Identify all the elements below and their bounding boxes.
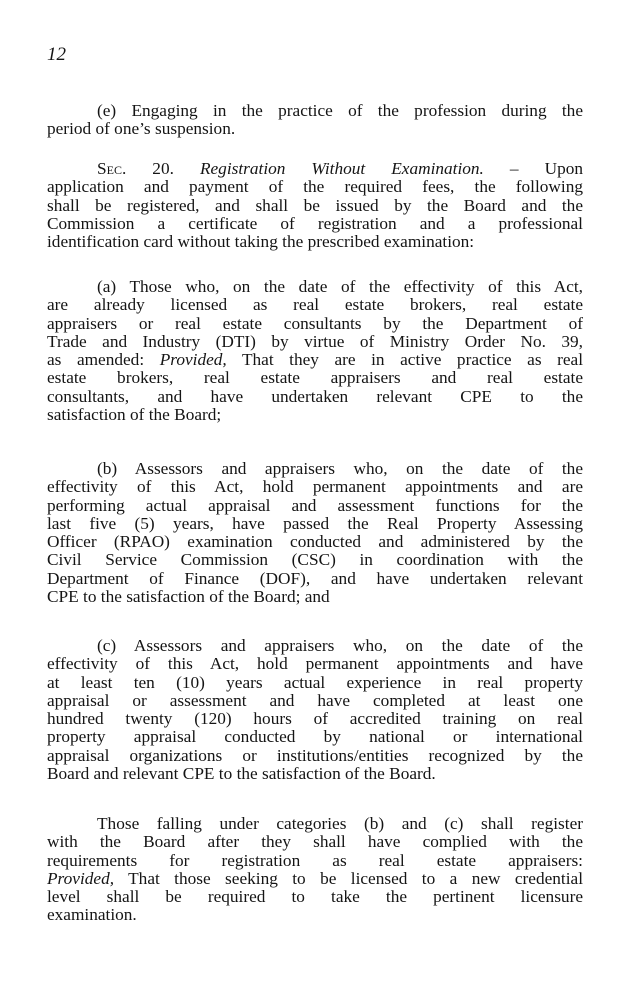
provided-italic: Provided, [159,350,227,370]
section-20-line: identification card without taking the prescribed examination: [47,232,475,252]
section-20-line: shall be registered, and shall be issued by the Board and the [47,195,583,215]
paragraph-c-line: effectivity of this Act, hold permanent appointments and have [47,654,583,674]
paragraph-c-line: (c) Assessors and appraisers who, on the date of the [97,636,583,655]
paragraph-final-line4-post: That those seeking to be licensed to a new credential [128,868,584,888]
paragraph-b-line: performing actual appraisal and assessment functions for the [47,495,583,515]
paragraph-c-line: hundred twenty (120) hours of accredited training on real [47,709,583,729]
paragraph-final-line: examination. [47,905,137,925]
paragraph-e-line: period of one’s suspension. [47,119,236,139]
page-number: 12 [47,44,66,65]
paragraph-a-line: satisfaction of the Board; [47,405,222,425]
paragraph-final-line: Those falling under categories (b) and (c) shall register [97,814,583,833]
paragraph-b-line: last five (5) years, have passed the Real Property Assessing [47,513,583,533]
section-heading-rest: – Upon [509,159,583,178]
paragraph-b-line: Officer (RPAO) examination conducted and administered by the [47,532,583,552]
paragraph-b-line: Department of Finance (DOF), and have undertaken relevant [47,568,583,588]
section-20-heading-line [47,160,583,178]
section-label: Sec. 20. [97,159,174,178]
paragraph-c [47,637,583,783]
paragraph-a-line: (a) Those who, on the date of the effectivity of this Act, [97,277,583,296]
paragraph-a-line: estate brokers, real estate appraisers and real estate [47,368,583,388]
paragraph-a-line5-pre: as amended: [47,350,145,370]
paragraph-c-line: appraisal or assessment and have completed at least one [47,690,583,710]
paragraph-e-line: (e) Engaging in the practice of the profession during the [97,101,583,120]
paragraph-a-line: appraisers or real estate consultants by the Department of [47,313,583,333]
paragraph-c-line: appraisal organizations or institutions/entities recognized by the [47,745,583,765]
paragraph-b [47,460,583,606]
paragraph-a-line: Trade and Industry (DTI) by virtue of Ministry Order No. 39, [47,331,583,351]
paragraph-b-line: Civil Service Commission (CSC) in coordination with the [47,550,583,570]
paragraph-a-line5-post: That they are in active practice as real [241,350,583,370]
paragraph-b-line: (b) Assessors and appraisers who, on the date of the [97,459,583,478]
paragraph-final [47,815,583,925]
provided-italic: Provided, [47,868,115,888]
paragraph-final-line: requirements for registration as real estate appraisers: [47,850,583,870]
section-20-line: application and payment of the required fees, the following [47,177,583,197]
paragraph-final-line-with-proviso [47,870,583,888]
paragraph-final-line: level shall be required to take the pertinent licensure [47,887,583,907]
paragraph-c-line: Board and relevant CPE to the satisfaction of the Board. [47,764,436,784]
paragraph-a-line-with-proviso [47,351,583,369]
paragraph-a-line: consultants, and have undertaken relevant CPE to the [47,386,583,406]
paragraph-a [47,278,583,424]
section-20-line: Commission a certificate of registration and a professional [47,213,583,233]
paragraph-e [47,102,583,139]
paragraph-b-line: CPE to the satisfaction of the Board; and [47,587,330,607]
section-title: Registration Without Examination. [199,159,484,178]
section-20 [47,160,583,251]
paragraph-c-line: at least ten (10) years actual experience in real property [47,672,583,692]
paragraph-b-line: effectivity of this Act, hold permanent appointments and are [47,477,583,497]
paragraph-c-line: property appraisal conducted by national or international [47,727,583,747]
paragraph-a-line: are already licensed as real estate brokers, real estate [47,295,583,315]
paragraph-final-line: with the Board after they shall have complied with the [47,832,583,852]
